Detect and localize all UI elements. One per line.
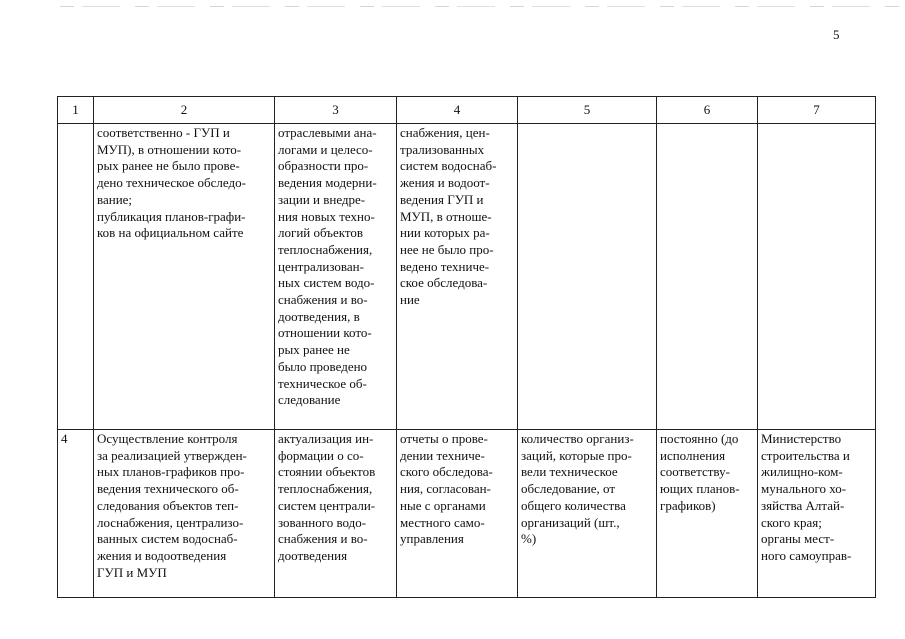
cell-text-line: исполнения <box>660 447 726 463</box>
cell-text-line: ного самоуправ- <box>761 547 852 563</box>
cell-text-line: ского края; <box>761 514 822 530</box>
cell-text-line: ванных систем водоснаб- <box>97 531 238 547</box>
cell-text-line: лоснабжения, централизо- <box>97 514 244 530</box>
cell-text-line: логий объектов <box>278 225 364 241</box>
table-cell <box>657 430 758 598</box>
cell-text-line: ных планов-графиков про- <box>97 464 245 480</box>
cell-text-line: Министерство <box>761 431 842 446</box>
header-cell: 5 <box>518 97 657 124</box>
cell-text-line: жилищно-ком- <box>761 464 843 480</box>
cell-text-line: управления <box>400 531 464 547</box>
cell-text-line: строительства и <box>761 447 850 463</box>
header-cell: 2 <box>94 97 275 124</box>
cell-text-line: формации о со- <box>278 447 364 463</box>
cell-text-line: жения и водоот- <box>400 175 490 191</box>
cell-text-line: ское обследова- <box>400 275 488 291</box>
header-cell: 6 <box>657 97 758 124</box>
table-cell <box>758 430 876 598</box>
cell-text-line: ных систем водо- <box>278 275 375 291</box>
cell-text-line: ные с органами <box>400 497 486 513</box>
cell-text-line: графиков) <box>660 497 716 513</box>
cell-text-line: жения и водоотведения <box>97 547 227 563</box>
table-cell <box>657 124 758 430</box>
table-cell <box>518 430 657 598</box>
cell-text-line: следование <box>278 392 341 408</box>
cell-text-line: техническое об- <box>278 375 367 391</box>
table-cell <box>275 124 397 430</box>
cell-text-line: ние <box>400 292 420 308</box>
cell-text-line: рых ранее не было прове- <box>97 158 240 174</box>
cell-text-line: 4 <box>61 431 68 446</box>
cell-text-line: ния новых техно- <box>278 208 375 224</box>
cell-text-line: мунального хо- <box>761 481 847 497</box>
table-row <box>58 430 876 598</box>
header-cell: 1 <box>58 97 94 124</box>
cell-text-line: нии которых ра- <box>400 225 490 241</box>
cell-text-line: заций, которые про- <box>521 447 632 463</box>
table-cell <box>758 124 876 430</box>
page-number: 5 <box>833 27 840 42</box>
table-cell <box>58 430 94 598</box>
table-cell <box>275 430 397 598</box>
header-cell: 7 <box>758 97 876 124</box>
cell-text-line: логами и целесо- <box>278 141 373 157</box>
cell-text-line: соответству- <box>660 464 730 480</box>
cell-text-line: нее не было про- <box>400 241 494 257</box>
cell-text-line: публикация планов-графи- <box>97 208 246 224</box>
scan-artifact-line <box>60 6 900 7</box>
cell-text-line: ков на официальном сайте <box>97 225 244 241</box>
cell-text-line: рых ранее не <box>278 342 350 358</box>
cell-text-line: доотведения, в <box>278 308 360 324</box>
cell-text-line: систем водоснаб- <box>400 158 497 174</box>
cell-text-line: доотведения <box>278 547 348 563</box>
cell-text-line: вели техническое <box>521 464 618 480</box>
cell-text-line: стоянии объектов <box>278 464 376 480</box>
cell-text-line: следования объектов теп- <box>97 497 239 513</box>
cell-text-line: МУП), в отношении кото- <box>97 141 242 157</box>
cell-text-line: %) <box>521 531 537 547</box>
table-cell <box>518 124 657 430</box>
cell-text-line: вание; <box>97 191 133 207</box>
table-cell <box>94 124 275 430</box>
cell-text-line: ведения технического об- <box>97 481 239 497</box>
header-cell: 4 <box>397 97 518 124</box>
table-cell <box>58 124 94 430</box>
cell-text-line: снабжения и во- <box>278 292 368 308</box>
cell-text-line: ведения ГУП и <box>400 191 484 207</box>
table-cell <box>397 124 518 430</box>
cell-text-line: ГУП и МУП <box>97 564 167 580</box>
header-cell: 3 <box>275 97 397 124</box>
cell-text-line: образности про- <box>278 158 369 174</box>
cell-text-line: дено техническое обследо- <box>97 175 246 191</box>
cell-text-line: отношении кото- <box>278 325 372 341</box>
cell-text-line: отраслевыми ана- <box>278 125 377 140</box>
cell-text-line: централизован- <box>278 258 364 274</box>
cell-text-line: отчеты о прове- <box>400 431 488 446</box>
table-cell <box>94 430 275 598</box>
cell-text-line: ведено техниче- <box>400 258 490 274</box>
cell-text-line: органы мест- <box>761 531 835 547</box>
cell-text-line: зяйства Алтай- <box>761 497 845 513</box>
cell-text-line: было проведено <box>278 358 368 374</box>
cell-text-line: трализованных <box>400 141 485 157</box>
cell-text-line: снабжения, цен- <box>400 125 490 140</box>
cell-text-line: Осуществление контроля <box>97 431 238 446</box>
cell-text-line: общего количества <box>521 497 626 513</box>
cell-text-line: зованного водо- <box>278 514 367 530</box>
table-row <box>58 124 876 430</box>
table-header-row <box>58 97 876 124</box>
cell-text-line: ведения модерни- <box>278 175 377 191</box>
cell-text-line: ния, согласован- <box>400 481 491 497</box>
cell-text-line: актуализация ин- <box>278 431 374 446</box>
cell-text-line: местного само- <box>400 514 485 530</box>
cell-text-line: организаций (шт., <box>521 514 620 530</box>
table-cell <box>397 430 518 598</box>
cell-text-line: систем централи- <box>278 497 376 513</box>
cell-text-line: количество организ- <box>521 431 634 446</box>
cell-text-line: снабжения и во- <box>278 531 368 547</box>
cell-text-line: ющих планов- <box>660 481 740 497</box>
cell-text-line: теплоснабжения, <box>278 481 373 497</box>
cell-text-line: постоянно (до <box>660 431 739 446</box>
plan-table <box>57 96 876 598</box>
cell-text-line: за реализацией утвержден- <box>97 447 247 463</box>
cell-text-line: дении техниче- <box>400 447 485 463</box>
cell-text-line: теплоснабжения, <box>278 241 373 257</box>
cell-text-line: зации и внедре- <box>278 191 366 207</box>
cell-text-line: обследование, от <box>521 481 616 497</box>
cell-text-line: соответственно - ГУП и <box>97 125 230 140</box>
cell-text-line: ского обследова- <box>400 464 493 480</box>
cell-text-line: МУП, в отноше- <box>400 208 492 224</box>
